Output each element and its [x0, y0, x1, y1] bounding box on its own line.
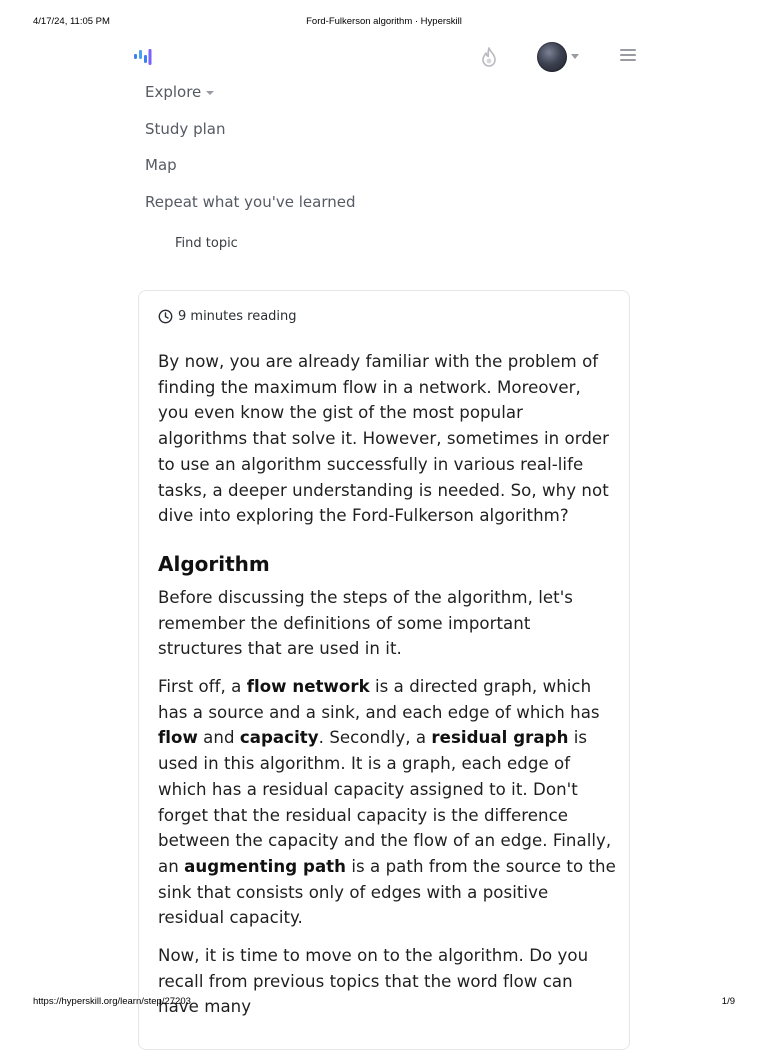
top-bar	[0, 40, 768, 74]
nav-item-map[interactable]	[145, 153, 356, 177]
flame-icon[interactable]	[480, 47, 498, 67]
avatar-menu[interactable]	[537, 42, 583, 72]
text-span: is a directed graph, which has a source and a sink, and each edge of which has	[158, 677, 600, 722]
hyperskill-logo-icon[interactable]	[133, 47, 153, 67]
term-augmenting-path: augmenting path	[184, 856, 347, 876]
chevron-down-icon	[571, 54, 579, 59]
print-header	[0, 16, 768, 30]
find-topic-link[interactable]: Find topic	[175, 236, 238, 251]
reading-time-label: 9 minutes reading	[178, 309, 297, 324]
print-page-number: 1/9	[721, 996, 735, 1007]
section-heading: Algorithm	[158, 551, 270, 576]
algorithm-paragraph: Now, it is time to move on to the algorithm. Do you recall from previous topics that the word flow can have many	[158, 946, 589, 1017]
print-title: Ford-Fulkerson algorithm · Hyperskill	[306, 16, 462, 27]
clock-icon	[158, 309, 173, 324]
print-datetime: 4/17/24, 11:05 PM	[33, 16, 110, 27]
avatar[interactable]	[537, 42, 567, 72]
term-residual-graph: residual graph	[431, 728, 569, 748]
nav-item-repeat[interactable]	[145, 190, 356, 214]
article-content	[158, 349, 616, 1032]
text-span: is a path from the source to the sink that consists only of edges with a positive residual capacity.	[158, 856, 616, 928]
main-nav	[145, 80, 356, 226]
nav-item-label: Repeat what you've learned	[145, 192, 356, 211]
definitions-paragraph	[158, 674, 616, 931]
hamburger-menu-icon[interactable]	[620, 49, 636, 63]
reading-time	[158, 309, 297, 324]
print-url: https://hyperskill.org/learn/step/27203	[33, 996, 191, 1007]
term-flow-network: flow network	[246, 677, 370, 697]
nav-item-explore[interactable]	[145, 80, 356, 104]
term-flow: flow	[158, 728, 198, 748]
print-footer	[0, 996, 768, 1010]
definitions-intro-paragraph: Before discussing the steps of the algorithm, let's remember the definitions of some important structures that are used in it.	[158, 587, 573, 659]
nav-item-label: Map	[145, 156, 177, 175]
chevron-down-icon	[206, 91, 214, 95]
text-span: is used in this algorithm. It is a graph, each edge of which has a residual capacity assigned to it. Don't forget that the residual capacity is the difference between the capacity and the flow of an edge. Finally, an	[158, 728, 612, 876]
text-span: . Secondly, a	[318, 728, 432, 748]
text-span: and	[197, 728, 240, 748]
article-card	[138, 290, 630, 1050]
nav-item-label: Study plan	[145, 119, 226, 138]
intro-paragraph: By now, you are already familiar with the problem of finding the maximum flow in a network. Moreover, you even know the gist of the most popular algorithms that solve it. However, sometimes in order to use an algorithm successfully in various real-life tasks, a deeper understanding is needed. So, why not dive into exploring the Ford-Fulkerson algorithm?	[158, 352, 610, 526]
term-capacity: capacity	[239, 728, 319, 748]
nav-item-label: Explore	[145, 83, 202, 101]
text-span: First off, a	[158, 677, 247, 697]
nav-item-study-plan[interactable]	[145, 117, 356, 141]
